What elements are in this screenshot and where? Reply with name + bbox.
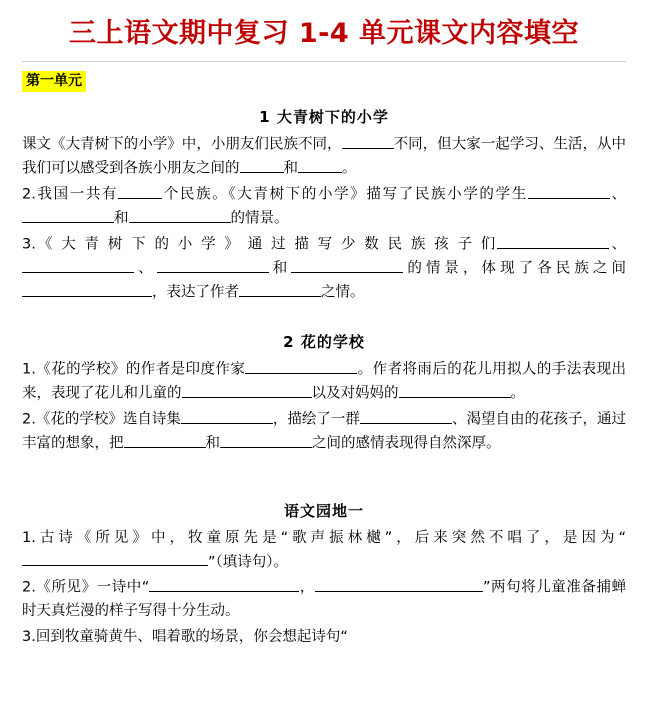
page-title: 三上语文期中复习 1-4 单元课文内容填空 <box>68 18 580 49</box>
fill-blank[interactable] <box>291 257 403 273</box>
fill-blank[interactable] <box>22 551 208 567</box>
fill-blank[interactable] <box>157 257 269 273</box>
fill-blank[interactable] <box>245 358 357 374</box>
spacer <box>22 458 626 474</box>
fill-blank[interactable] <box>528 183 610 199</box>
section-1-line-3: 3.《 大 青 树 下 的 小 学 》 通 过 描 写 少 数 民 族 孩 子 们 、、 和 的情景，体现了各民族之间，表达了作者 之情。 <box>22 233 626 305</box>
fill-blank[interactable] <box>497 233 609 249</box>
section-3-line-3: 3.回到牧童骑黄牛、唱着歌的场景，你会想起诗句“ <box>22 628 348 645</box>
fill-blank[interactable] <box>22 207 114 223</box>
fill-blank[interactable] <box>342 133 394 149</box>
fill-blank[interactable] <box>298 157 342 173</box>
section-heading-2: 2 花的学校 <box>283 333 365 352</box>
section-1-line-1: 课文《大青树下的小学》中，小朋友们民族不同， 不同，但大家一起学习、生活，从中我们可以感受到各族小朋友之间的 和 。 <box>22 133 626 181</box>
fill-blank[interactable] <box>220 432 312 448</box>
section-heading-1: 1 大青树下的小学 <box>259 108 389 127</box>
fill-blank[interactable] <box>118 183 162 199</box>
fill-blank[interactable] <box>181 408 273 424</box>
fill-blank[interactable] <box>124 432 206 448</box>
page-bottom-mask <box>0 717 648 723</box>
fill-blank[interactable] <box>240 157 284 173</box>
section-1-line-2: 2.我国一共有 个民族。《大青树下的小学》描写了民族小学的学生 、和 的情景。 <box>22 183 626 231</box>
unit-tag: 第一单元 <box>22 71 86 92</box>
fill-blank[interactable] <box>182 382 312 398</box>
fill-blank[interactable] <box>149 576 299 592</box>
fill-blank[interactable] <box>129 207 231 223</box>
fill-blank[interactable] <box>315 576 483 592</box>
fill-blank[interactable] <box>399 382 511 398</box>
fill-blank[interactable] <box>22 281 152 297</box>
section-2-line-2: 2.《花的学校》选自诗集 ，描绘了一群 、渴望自由的花孩子，通过丰富的想象，把 和 之间的感情表现得自然深厚。 <box>22 408 626 456</box>
title-divider <box>22 61 626 62</box>
fill-blank[interactable] <box>22 257 134 273</box>
fill-blank[interactable] <box>360 408 452 424</box>
fill-blank[interactable] <box>239 281 321 297</box>
section-2-line-1: 1.《花的学校》的作者是印度作家 。作者将雨后的花儿用拟人的手法表现出来，表现了花儿和儿童的 以及对妈妈的 。 <box>22 358 626 406</box>
section-3-line-2: 2.《所见》一诗中“ ， ”两句将儿童准备捕蝉时天真烂漫的样子写得十分生动。 <box>22 576 626 623</box>
spacer <box>22 307 626 323</box>
section-heading-3: 语文园地一 <box>283 502 364 521</box>
section-3-line-1: 1.古诗《所见》中，牧童原先是“歌声振林樾”，后来突然不唱了，是因为“”（填诗句）。 <box>22 530 626 570</box>
